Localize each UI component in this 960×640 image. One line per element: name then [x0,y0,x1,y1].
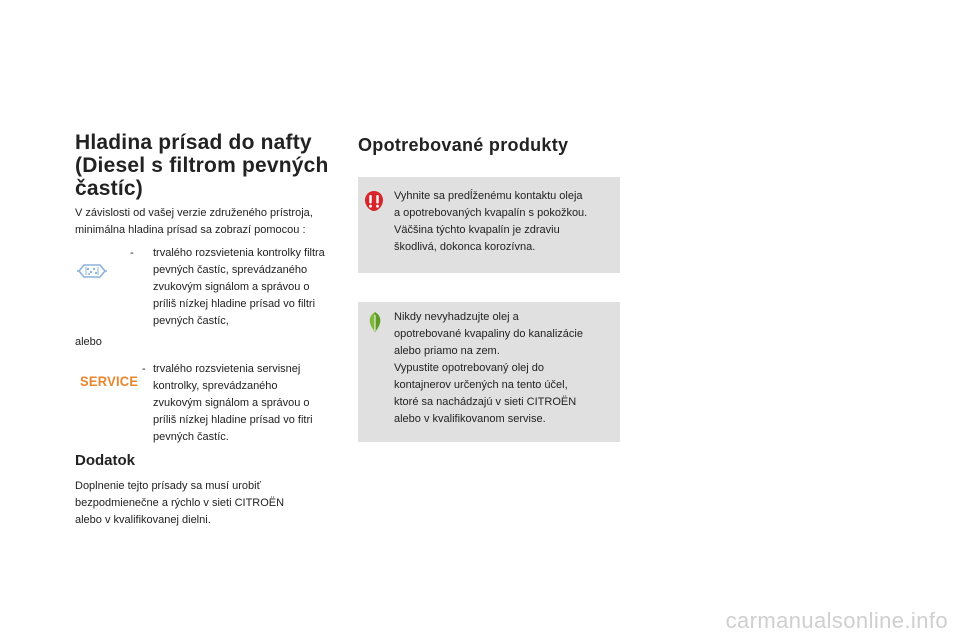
title-line-3: častíc) [75,177,143,200]
environment-leaf-icon [366,311,384,333]
intro-line-1: V závislosti od vašej verzie združeného prístroja, [75,207,313,219]
dodatok-heading: Dodatok [75,452,135,469]
warning-exclamation-icon [364,190,384,212]
bullet-1-line: príliš nízkej hladine prísad vo filtri [153,298,316,310]
warning-line: Väčšina týchto kvapalín je zdraviu [394,224,560,236]
watermark: carmanualsonline.info [725,608,948,633]
environment-line: alebo v kvalifikovanom servise. [394,413,546,425]
environment-line: ktoré sa nachádzajú v sieti CITROËN [394,396,577,408]
intro-line-2: minimálna hladina prísad sa zobrazí pomocou : [75,224,306,236]
dodatok-paragraph [75,478,350,529]
dodatok-line: Doplnenie tejto prísady sa musí urobiť [75,480,261,492]
title-line-2: (Diesel s filtrom pevných [75,154,329,177]
bullet-1-line: trvalého rozsvietenia kontrolky filtra [153,247,325,259]
title-line-1: Hladina prísad do nafty [75,131,312,154]
bullet-1-text [153,245,343,330]
bullet-1-dash: - [130,247,134,259]
warning-box [358,177,620,273]
bullet-1-line: pevných častíc, [153,315,229,327]
service-warning-icon: SERVICE [80,373,139,389]
warning-line: Vyhnite sa predĺženému kontaktu oleja [394,190,583,202]
or-text: alebo [75,336,102,348]
warning-box-text [394,188,616,256]
environment-box [358,302,620,442]
environment-line: alebo priamo na zem. [394,345,500,357]
particle-filter-warning-icon [77,259,107,283]
bullet-2-line: trvalého rozsvietenia servisnej [153,363,301,375]
right-section-heading: Opotrebované produkty [358,135,569,155]
bullet-1-line: zvukovým signálom a správou o [153,281,310,293]
environment-line: opotrebované kvapaliny do kanalizácie [394,328,583,340]
bullet-1-line: pevných častíc, sprevádzaného [153,264,308,276]
bullet-2-dash: - [142,363,146,375]
bullet-2-line: príliš nízkej hladine prísad vo fitri [153,414,313,426]
bullet-2-line: kontrolky, sprevádzaného [153,380,278,392]
bullet-2-line: zvukovým signálom a správou o [153,397,310,409]
bullet-2-line: pevných častíc. [153,431,229,443]
environment-line: Nikdy nevyhadzujte olej a [394,311,519,323]
environment-line: kontajnerov určených na tento účel, [394,379,568,391]
environment-line: Vypustite opotrebovaný olej do [394,362,545,374]
dodatok-line: bezpodmienečne a rýchlo v sieti CITROËN [75,497,285,509]
warning-line: škodlivá, dokonca korozívna. [394,241,536,253]
bullet-2-text [153,361,343,446]
warning-line: a opotrebovaných kvapalín s pokožkou. [394,207,588,219]
dodatok-line: alebo v kvalifikovanej dielni. [75,514,211,526]
intro-paragraph [75,205,350,239]
environment-box-text [394,309,616,428]
section-title [75,131,345,200]
